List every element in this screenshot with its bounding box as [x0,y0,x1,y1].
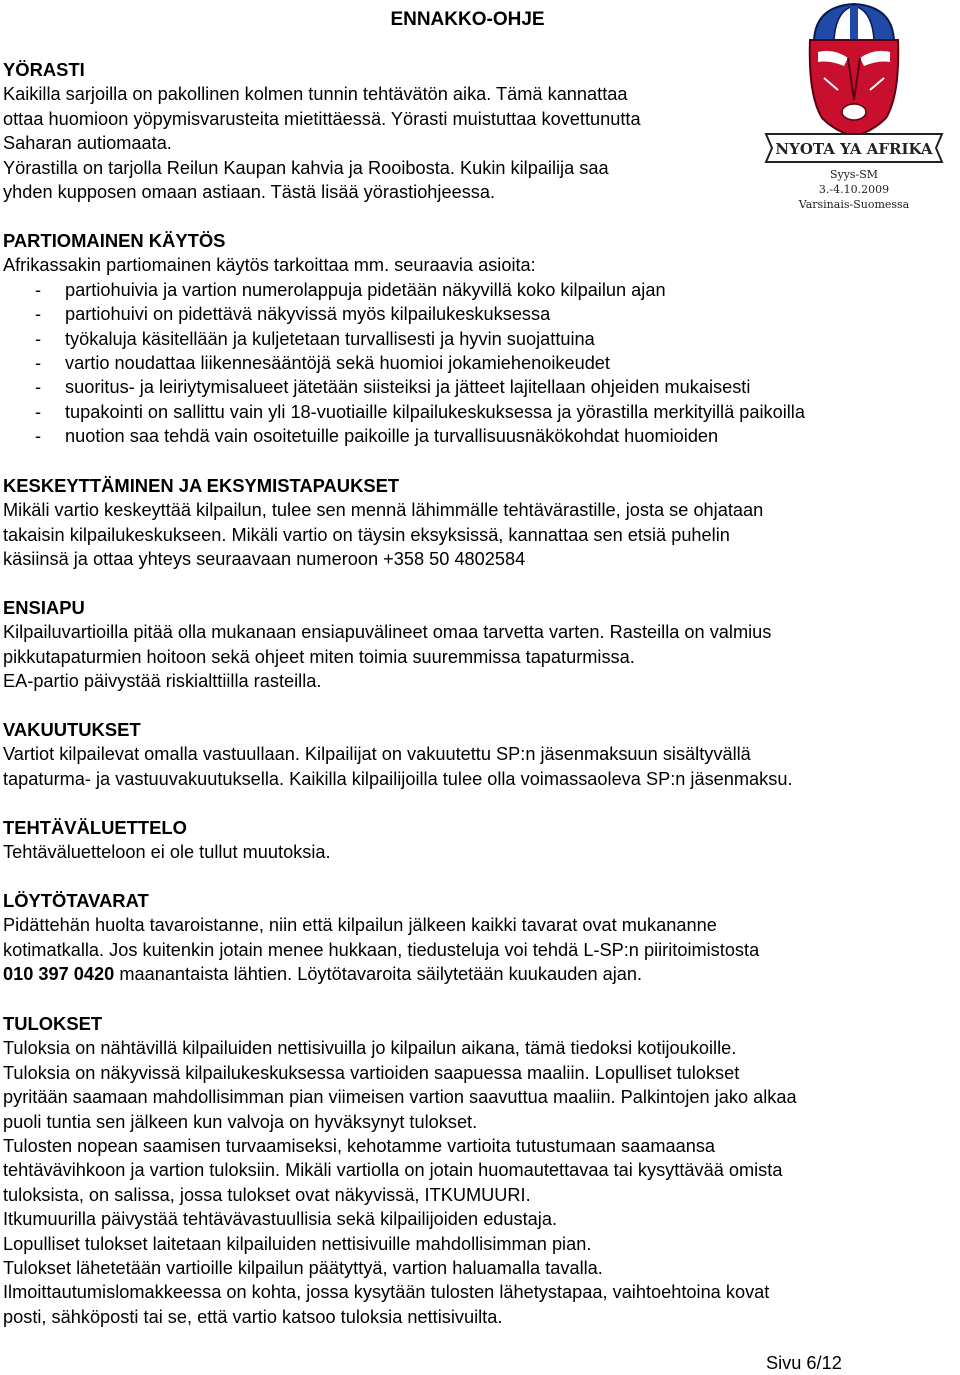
tehtavaluettelo-line-1: Tehtäväluetteloon ei ole tullut muutoksia. [3,842,331,863]
list-item: - työkaluja käsitellään ja kuljetetaan turvallisesti ja hyvin suojattuina [3,327,954,351]
tulokset-line-10: Tulokset lähetetään vartioille kilpailun päätyttyä, vartion haluamalla tavalla. [3,1258,603,1279]
list-item: - tupakointi on sallittu vain yli 18-vuotiaille kilpailukeskuksessa ja yörastilla merkityillä paikoilla [3,400,954,424]
section-heading-ensiapu: ENSIAPU [3,597,85,618]
lost-and-found-phone: 010 397 0420 [3,964,115,985]
yorasti-line-5: yhden kupposen omaan astiaan. Tästä lisää yörastiohjeessa. [3,182,496,203]
list-item: - suoritus- ja leiriytymisalueet jätetään siisteiksi ja jätteet lajitellaan ohjeiden mukaisesti [3,375,954,399]
tulokset-line-2: Tuloksia on näkyvissä kilpailukeskuksessa vartioiden saapuessa maaliin. Lopulliset tulokset [3,1062,740,1083]
section-tulokset [3,1012,954,1329]
section-vakuutukset [3,718,954,791]
tulokset-line-5: Tulosten nopean saamisen turvaamiseksi, kehotamme vartioita tutustumaan saamaansa [3,1136,716,1157]
keskeytys-line-2: takaisin kilpailukeskukseen. Mikäli vartio on täysin eksyksissä, kannattaa sen etsiä puhelin [3,524,730,545]
section-heading-tulokset: TULOKSET [3,1013,103,1034]
section-heading-keskeyttaminen: KESKEYTTÄMINEN JA EKSYMISTAPAUKSET [3,475,400,496]
loytotavarat-line-1: Pidättehän huolta tavaroistanne, niin että kilpailun jälkeen kaikki tavarat ovat mukananne [3,915,717,936]
mask-logo-graphic [764,0,944,215]
section-partiomainen-kaytos [3,229,954,449]
section-heading-yorasti: YÖRASTI [3,59,85,80]
tulokset-line-9: Lopulliset tulokset laitetaan kilpailuiden nettisivuille mahdollisimman pian. [3,1233,592,1254]
ensiapu-line-3: EA-partio päivystää riskialttiilla rasteilla. [3,671,322,692]
vakuutukset-line-1: Vartiot kilpailevat omalla vastuullaan. Kilpailijat on vakuutettu SP:n jäsenmaksuun sisältyvällä [3,744,751,765]
list-item: - partiohuivi on pidettävä näkyvissä myös kilpailukeskuksessa [3,302,954,326]
section-tehtavaluettelo [3,816,954,865]
logo-name-text: NYOTA YA AFRIKA [775,140,933,158]
nyota-ya-afrika-logo [764,0,944,215]
ensiapu-line-2: pikkutapaturmien hoitoon sekä ohjeet miten toimia suuremmissa tapaturmissa. [3,646,635,667]
section-heading-partiomainen-kaytos: PARTIOMAINEN KÄYTÖS [3,230,226,251]
loytotavarat-line-2: kotimatkalla. Jos kuitenkin jotain menee hukkaan, tiedusteluja voi tehdä L-SP:n piiritoimistosta [3,939,760,960]
partio-list [3,278,954,449]
tulokset-line-8: Itkumuurilla päivystää tehtävävastuullisia sekä kilpailijoiden edustaja. [3,1209,558,1230]
yorasti-line-4: Yörastilla on tarjolla Reilun Kaupan kahvia ja Rooibosta. Kukin kilpailija saa [3,157,609,178]
yorasti-line-2: ottaa huomioon yöpymisvarusteita mietittäessä. Yörasti muistuttaa kovettunutta [3,108,641,129]
tulokset-line-12: posti, sähköposti tai se, että vartio katsoo tuloksia nettisivuilta. [3,1306,503,1327]
section-loytotavarat [3,889,954,987]
tulokset-line-7: tuloksista, on salissa, jossa tulokset ovat näkyvissä, ITKUMUURI. [3,1184,531,1205]
logo-line3-text: Varsinais-Suomessa [798,198,910,211]
loytotavarat-line-3-rest: maanantaista lähtien. Löytötavaroita säilytetään kuukauden ajan. [114,964,643,985]
yorasti-line-3: Saharan autiomaata. [3,133,172,154]
tulokset-line-4: puoli tuntia sen jälkeen kun valvoja on hyväksynyt tulokset. [3,1111,478,1132]
list-item: - nuotion saa tehdä vain osoitetuille paikoille ja turvallisuusnäkökohdat huomioiden [3,424,954,448]
tulokset-line-3: pyritään saamaan mahdollisimman pian viimeisen vartion saavuttua maaliin. Palkintojen jako alkaa [3,1087,797,1108]
keskeytys-line-3: käsiinsä ja ottaa yhteys seuraavaan numeroon +358 50 4802584 [3,549,526,570]
section-heading-tehtavaluettelo: TEHTÄVÄLUETTELO [3,817,187,838]
logo-line2-text: 3.-4.10.2009 [818,183,890,196]
loytotavarat-line-3 [3,962,954,986]
tulokset-line-11: Ilmoittautumislomakkeessa on kohta, jossa kysytään tulosten lähetystapaa, vaihtoehtoina kovat [3,1282,770,1303]
list-item: - partiohuivia ja vartion numerolappuja pidetään näkyvillä koko kilpailun ajan [3,278,954,302]
keskeytys-line-1: Mikäli vartio keskeyttää kilpailun, tulee sen mennä lähimmälle tehtävärastille, josta se ohjataan [3,500,764,521]
list-item: - vartio noudattaa liikennesääntöjä sekä huomioi jokamiehenoikeudet [3,351,954,375]
ensiapu-line-1: Kilpailuvartioilla pitää olla mukanaan ensiapuvälineet omaa tarvetta varten. Rasteilla on valmius [3,622,772,643]
partio-intro: Afrikassakin partiomainen käytös tarkoittaa mm. seuraavia asioita: [3,255,536,276]
section-keskeyttaminen [3,474,954,572]
section-ensiapu [3,596,954,694]
document-title: ENNAKKO-OHJE [390,9,545,30]
vakuutukset-line-2: tapaturma- ja vastuuvakuutuksella. Kaikilla kilpailijoilla tulee olla voimassaoleva SP:n jäsenmaksu. [3,768,793,789]
section-heading-loytotavarat: LÖYTÖTAVARAT [3,890,149,911]
tulokset-line-6: tehtävävihkoon ja vartion tuloksiin. Mikäli vartiolla on jotain huomautettavaa tai kysyttävää omista [3,1160,783,1181]
page-number: Sivu 6/12 [766,1353,842,1373]
logo-line1-text: Syys-SM [829,168,879,181]
section-yorasti [3,58,760,204]
yorasti-line-1: Kaikilla sarjoilla on pakollinen kolmen tunnin tehtävätön aika. Tämä kannattaa [3,84,628,105]
tulokset-line-1: Tuloksia on nähtävillä kilpailuiden nettisivuilla jo kilpailun aikana, tämä tiedoksi kotijoukoille. [3,1038,737,1059]
section-heading-vakuutukset: VAKUUTUKSET [3,719,141,740]
